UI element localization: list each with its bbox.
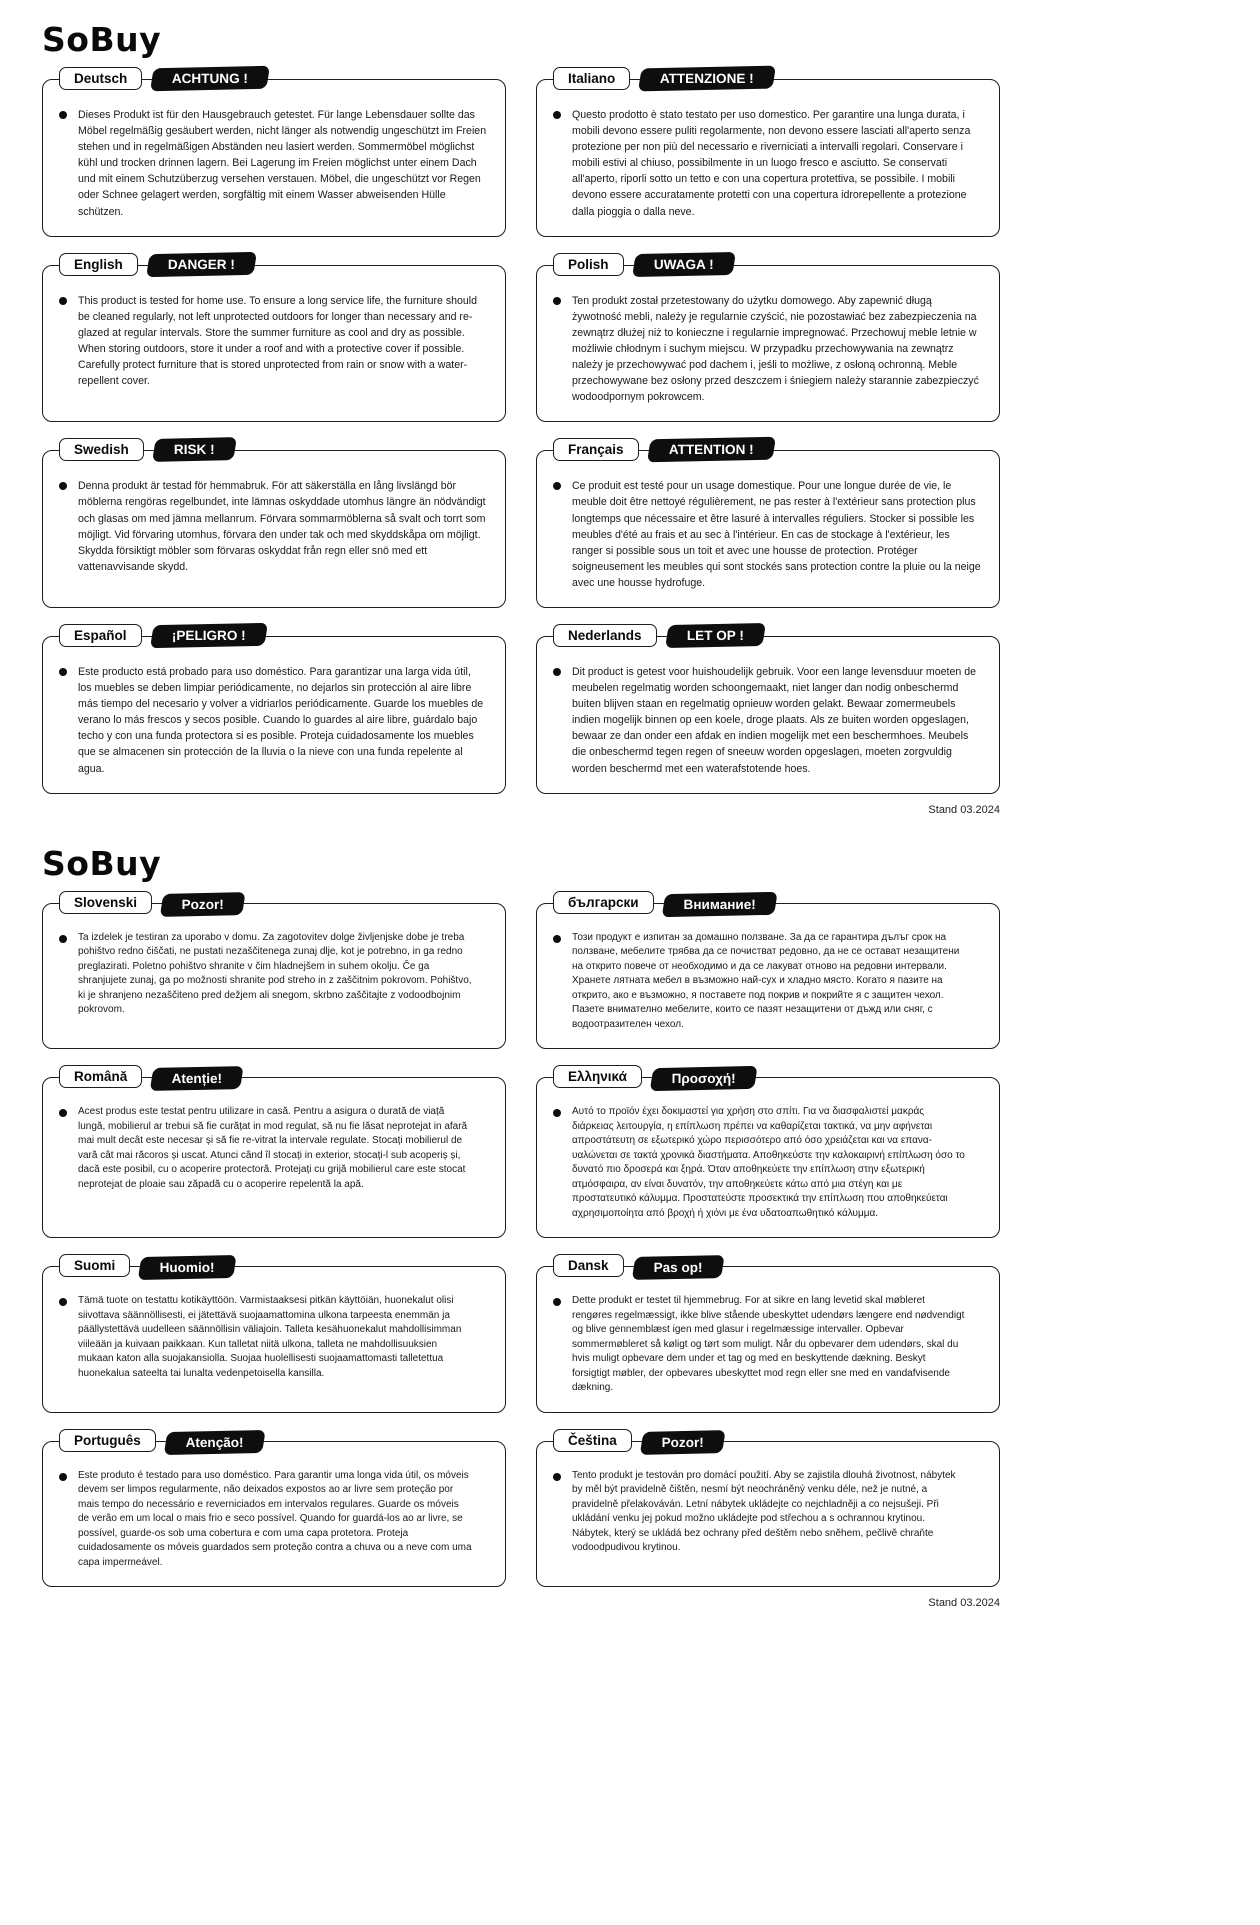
warning-block-english [42, 256, 506, 423]
warning-label [152, 437, 236, 462]
warning-text: Ta izdelek je testiran za uporabo v domu. Za zagotovitev dolge življenjske dobe je treba pohištvo redno čiščati, ne pustati nezaščitenega zunaj dlje, kot je potrebno, in ga redno preglazirati. Poletno pohištvo shranite v čim hladnejšem in suhem okolju. Če ga shranjujete zunaj, ga po možnosti shranite pod streho in z zaščitnim pokrovom. Pohištvo, ki je shranjeno nezaščiteno pred dežjem ali snegom, skrbno zaščitajte z vodoodbojnim pokrovom. [78, 931, 472, 1016]
warning-grid-page-2 [42, 894, 1000, 1588]
warning-label-text: UWAGA ! [653, 256, 714, 272]
language-label: Ελληνικά [553, 1065, 642, 1088]
warning-body [553, 1105, 981, 1221]
warning-body [59, 107, 487, 220]
block-tab [553, 1429, 724, 1452]
warning-block-espanol [42, 627, 506, 794]
warning-text: Dette produkt er testet til hjemmebrug. For at sikre en lang levetid skal møbleret rengøres regelmæssigt, ikke blive stående ubeskyttet udendørs længere end nødvendigt og blive gennemblæst igen med glasur i regelmæssige intervaller. Opbevar sommermøbleret så køligt og tørt som muligt. Når du opbevarer dem udendørs, skal du hvis muligt opbevare dem under et tag og med en beskyttende dækning. Beskyt forsigtigt møbler, der opbevares ubeskyttet mod regn eller sne med en vandafvisende dækning. [572, 1295, 965, 1394]
warning-label [640, 1430, 726, 1455]
language-label: Suomi [59, 1254, 130, 1277]
warning-body [553, 293, 981, 406]
warning-body [553, 1294, 981, 1396]
page-1 [42, 20, 1000, 794]
warning-block-deutsch [42, 71, 506, 237]
warning-body [553, 1469, 981, 1556]
warning-label [650, 1066, 758, 1091]
warning-label-text: Atenție! [171, 1071, 223, 1087]
language-label: Dansk [553, 1254, 624, 1277]
warning-text: Tämä tuote on testattu kotikäyttöön. Varmistaaksesi pitkän käyttöiän, huonekalut olisi siivottava säännöllisesti, ei jätettävä suojaamattomina ulkona tarpeesta enemmän ja päällystettävä uudelleen säännöllisin väliajoin. Talleta kesähuonekalut mahdollisimman viileään ja kuivaan paikkaan. Kun talletat niitä ulkona, talleta ne mahdollisuuksien mukaan katon alla suojakansiolla. Suojaa huolellisesti suojaamattomasti talletettua huonekalua sateelta tai lunalta vedenpetoisella kansilla. [78, 1295, 462, 1379]
warning-body [59, 293, 487, 390]
warning-body [59, 1294, 487, 1381]
warning-label [665, 623, 766, 648]
bullet-icon [553, 111, 561, 119]
language-label: Polish [553, 253, 624, 276]
warning-text: Questo prodotto è stato testato per uso domestico. Per garantire una lunga durata, i mobili devono essere puliti regolarmente, non devono essere lasciati all'aperto senza protezione per non più del necessario e riverniciati a intervalli regolari. Conservare i mobili estivi al chiuso, possibilmente in un luogo fresco e asciutto. Se conservati all'aperto, riporli sotto un tetto e con una copertura protettiva, se possibile. I mobili devono essere accuratamente protetti con una copertura idrorepellente a protezione dalla pioggia o dalla neve. [572, 109, 971, 218]
block-tab [59, 1254, 235, 1277]
warning-text: Denna produkt är testad för hemmabruk. För att säkerställa en lång livslängd bör möblerna rengöras regelbundet, inte lämnas oskyddade utomhus längre än nödvändigt och glasas om med jämna mellanrum. Förvara sommarmöblerna så svalt och torrt som möjligt. Vid förvaring utomhus, förvara den under tak och med skyddskåpa om möjligt. Skydda försiktigt möbler som förvaras oskyddat från regn eller snö med ett vattenavvisande skydd. [78, 480, 486, 573]
warning-label-text: Внимание! [683, 896, 756, 912]
bullet-icon [553, 1109, 561, 1117]
block-tab [553, 1065, 756, 1088]
bullet-icon [59, 1473, 67, 1481]
bullet-icon [59, 297, 67, 305]
warning-body [553, 931, 981, 1033]
page-2 [42, 844, 1000, 1588]
warning-label [647, 437, 776, 463]
warning-label-text: Atenção! [185, 1434, 244, 1450]
block-tab [59, 253, 255, 276]
warning-body [553, 664, 981, 777]
warning-text: Este producto está probado para uso doméstico. Para garantizar una larga vida útil, los muebles se deben limpiar periódicamente, no dejarlos sin protección al aire libre más tiempo del necesario y volver a vidriarlos periódicamente. Guarde los muebles de verano lo más frescos y secos posible. Cuando lo guardes al aire libre, guárdalo bajo techo y con una funda protectora si es posible. Proteja cuidadosamente los muebles que se almacenen sin protección de la lluvia o la nieve con una funda repelente al agua. [78, 665, 484, 775]
warning-block-portugues [42, 1432, 506, 1588]
warning-text: Αυτό το προϊόν έχει δοκιμαστεί για χρήση στο σπίτι. Για να διασφαλιστεί μακράς διάρκειας λειτουργία, η επίπλωση πρέπει να καθαρίζεται τακτικά, να μην αφήνεται απροστάτευτη σε εξωτερικό χώρο περισσότερο από όσο χρειάζεται και να επανα-υαλώνεται σε τακτά χρονικά διαστήματα. Αποθηκεύστε την καλοκαιρινή επίπλωση όσο το δυνατό πιο δροσερά και ξηρά. Όταν αποθηκεύετε την επίπλωση στην εξωτερική ατμόσφαιρα, αν είναι δυνατόν, την αποθηκεύετε κάτω από μια στέγη και με προστατευτικό κάλυμμα. Προστατεύστε προσεκτικά την επίπλωση που αποθηκεύεται αχρησιμοποίητα από βροχή ή χιόνι με ένα υδατοαπωθητικό κάλυμμα. [572, 1106, 965, 1219]
language-label: Français [553, 438, 639, 461]
language-label: English [59, 253, 138, 276]
bullet-icon [553, 935, 561, 943]
language-label: Čeština [553, 1429, 632, 1452]
warning-body [59, 1469, 487, 1571]
block-tab [59, 1429, 264, 1452]
bullet-icon [553, 1473, 561, 1481]
warning-label [150, 1066, 244, 1091]
warning-body [59, 478, 487, 575]
warning-label-text: RISK ! [173, 442, 215, 458]
version-stand-page-1: Stand 03.2024 [928, 803, 1000, 816]
warning-text: Acest produs este testat pentru utilizare in casă. Pentru a asigura o durată de viață lungă, mobilierul ar trebui să fie curățat in mod regulat, să nu fie lăsat neprotejat in afară mai mult decât este necesar și să fie re-vitrat la intervale regulate. Stocați mobilierul de vară cât mai răcoros și uscat. Atunci când îl stocați in exterior, stocați-l sub acoperiș și, dacă este posibil, cu o acoperire protectoră. Protejați cu grijă mobilierul care este stocat neprotejat de ploaie sau zăpadă cu o acoperire repelentă la apă. [78, 1106, 468, 1190]
warning-block-polish [536, 256, 1000, 423]
warning-label [146, 252, 257, 277]
warning-label-text: Pozor! [661, 1434, 704, 1450]
warning-block-francais [536, 442, 1000, 608]
warning-label-text: ACHTUNG ! [172, 71, 249, 86]
language-label: Español [59, 624, 142, 647]
warning-block-swedish [42, 442, 506, 608]
bullet-icon [553, 297, 561, 305]
warning-label [631, 1255, 724, 1280]
warning-label [160, 892, 246, 917]
warning-block-dansk [536, 1258, 1000, 1413]
warning-block-slovenski [42, 894, 506, 1050]
sobuy-logo: SoBuy [42, 20, 162, 59]
warning-label [632, 252, 735, 277]
warning-label [638, 66, 776, 92]
warning-text: Ten produkt został przetestowany do użytku domowego. Aby zapewnić długą żywotność mebli, należy je regularnie czyścić, nie pozostawiać bez zabezpieczenia na zewnątrz dłużej niż to konieczne i regularnie impregnować. Przechowuj meble letnie w możliwie chłodnym i suchym miejscu. W przypadku przechowywania na zewnątrz należy je przechowywać pod dachem i, jeśli to możliwe, z osłoną ochronną. Meble przechowywane bez osłony przed deszczem i śniegiem należy starannie zabezpieczyć wodoodpornym pokrowcem. [572, 294, 979, 404]
warning-body [59, 1105, 487, 1192]
warning-text: Ce produit est testé pour un usage domestique. Pour une longue durée de vie, le meuble doit être nettoyé régulièrement, ne pas rester à l'extérieur sans protection plus longtemps que nécessaire et être lasuré à intervalles réguliers. Stocker si possible les meubles d'été au frais et au sec à l'intérieur. En cas de stockage à l'extérieur, les ranger si possible sous un toit et avec une housse de protection. Protéger soigneusement les meubles qui sont stockés sans protection contre la pluie ou la neige avec une housse hydrofuge. [572, 480, 981, 589]
block-tab [59, 67, 268, 90]
warning-label-text: LET OP ! [686, 627, 744, 643]
warning-text: Този продукт е изпитан за домашно ползване. За да се гарантира дълъг срок на ползване, мебелите трябва да се почистват редовно, да не се остават незащитени на открито повече от необходимо и да се лакуват отново на редовни интервали. Хранете лятната мебел в възможно най-сух и хладно място. Когато я пазите на открито, ако е възможно, я поставете под покрив и покрийте я с защитен чехол. Пазете внимателно мебелите, които се пазят незащитени от дъжд или сняг, с водоотразителен чехол. [572, 931, 960, 1030]
warning-label-text: Huomio! [159, 1260, 215, 1276]
warning-block-nederlands [536, 627, 1000, 794]
block-tab [553, 891, 776, 914]
warning-label [163, 1430, 265, 1455]
bullet-icon [59, 482, 67, 490]
warning-body [553, 107, 981, 220]
block-tab [59, 624, 265, 647]
warning-label-text: Pas op! [653, 1260, 703, 1276]
warning-label [150, 66, 270, 91]
warning-text: Este produto é testado para uso doméstico. Para garantir uma longa vida útil, os móveis devem ser limpos regularmente, não deixados expostos ao ar livre sem proteção por mais tempo do necessário e reverniciados em intervalos regulares. Guarde os móveis de verão em um local o mais frio e seco possível. Quando for guardá-los ao ar livre, se possível, guarde-os sob uma cobertura e com uma capa protetora. Proteja cuidadosamente os móveis guardados sem proteção contra a chuva ou a neve com uma capa impermeável. [78, 1469, 472, 1568]
block-tab [59, 1065, 243, 1088]
block-tab [553, 438, 773, 461]
block-tab [553, 624, 763, 647]
bullet-icon [59, 111, 67, 119]
warning-label-text: Προσοχή! [671, 1071, 736, 1087]
warning-body [553, 478, 981, 591]
block-tab [553, 1254, 722, 1277]
warning-block-italiano [536, 71, 1000, 237]
warning-label [138, 1255, 237, 1280]
version-stand-page-2: Stand 03.2024 [928, 1597, 1000, 1610]
language-label: Deutsch [59, 67, 142, 90]
warning-block-suomi [42, 1258, 506, 1413]
block-tab [553, 253, 733, 276]
bullet-icon [59, 1109, 67, 1117]
language-label: Slovenski [59, 891, 152, 914]
bullet-icon [59, 935, 67, 943]
warning-text: Tento produkt je testován pro domácí použití. Aby se zajistila dlouhá životnost, nábytek by měl být pravidelně čištěn, nesmí být neochráněný venku déle, než je nutné, a pravidelně přelakováván. Letní nábytek ukládejte co nejchladněji a co nejsušeji. Při ukládání venku jej pokud možno ukládejte pod střechou a s ochrannou krytinou. Nábytek, který se ukládá bez ochrany před deštěm nebo sněhem, pečlivě chraňte vodoodpudivou krytinou. [572, 1469, 956, 1554]
warning-body [59, 931, 487, 1018]
warning-block-cestina [536, 1432, 1000, 1588]
block-tab [553, 67, 774, 90]
language-label: Nederlands [553, 624, 657, 647]
language-label: Swedish [59, 438, 144, 461]
bullet-icon [553, 1298, 561, 1306]
warning-label-text: ATTENZIONE ! [660, 71, 754, 86]
bullet-icon [553, 482, 561, 490]
warning-text: Dieses Produkt ist für den Hausgebrauch getestet. Für lange Lebensdauer sollte das Möbel regelmäßig gesäubert werden, nicht länger als notwendig ungeschützt im Freien stehen und in regelmäßigen Abständen neu lasiert werden. Sommermöbel möglichst kühl und trocken drinnen lagern. Bei Lagerung im Freien möglichst unter einem Dach und mit einem Schutzüberzug versehen verstauen. Möbel, die ungeschützt vor Regen oder Schnee gelagert werden, sorgfältig mit einem Wasser abweisenden Hülle schützen. [78, 109, 487, 218]
sobuy-logo: SoBuy [42, 843, 162, 883]
warning-block-bulgarian [536, 894, 1000, 1050]
warning-block-romana [42, 1069, 506, 1238]
warning-grid-page-1 [42, 71, 1000, 794]
bullet-icon [59, 668, 67, 676]
warning-text: Dit product is getest voor huishoudelijk gebruik. Voor een lange levensduur moeten de meubelen regelmatig worden schoongemaakt, niet langer dan nodig onbeschermd buiten blijven staan en regelmatig opnieuw worden gelakt. Bewaar zomermeubels indien mogelijk binnen op een koele, droge plaats. Als ze buiten worden opgeslagen, bewaar ze dan onder een afdak en indien mogelijk met een beschermhoes. Meubels die onbeschermd tegen regen of sneeuw worden opgeslagen, moeten zorgvuldig worden beschermd met een waterafstotende hoes. [572, 665, 976, 775]
warning-label-text: ¡PELIGRO ! [171, 627, 246, 643]
language-label: Italiano [553, 67, 630, 90]
warning-text: This product is tested for home use. To ensure a long service life, the furniture should be cleaned regularly, not left unprotected outdoors for longer than necessary and re-glazed at regular intervals. Store the summer furniture as cool and dry as possible. When storing outdoors, store it under a roof and with a protective cover if possible. Carefully protect furniture that is stored unprotected from rain or snow with a water-repellent cover. [78, 294, 478, 388]
warning-label-text: Pozor! [181, 896, 224, 912]
language-label: български [553, 891, 654, 914]
warning-body [59, 664, 487, 777]
warning-label [150, 623, 267, 648]
warning-label-text: DANGER ! [167, 256, 235, 272]
block-tab [59, 891, 244, 914]
warning-block-greek [536, 1069, 1000, 1238]
language-label: Português [59, 1429, 156, 1452]
block-tab [59, 438, 234, 461]
language-label: Română [59, 1065, 142, 1088]
bullet-icon [59, 1298, 67, 1306]
warning-label-text: ATTENTION ! [668, 442, 754, 458]
warning-label [661, 891, 777, 916]
bullet-icon [553, 668, 561, 676]
